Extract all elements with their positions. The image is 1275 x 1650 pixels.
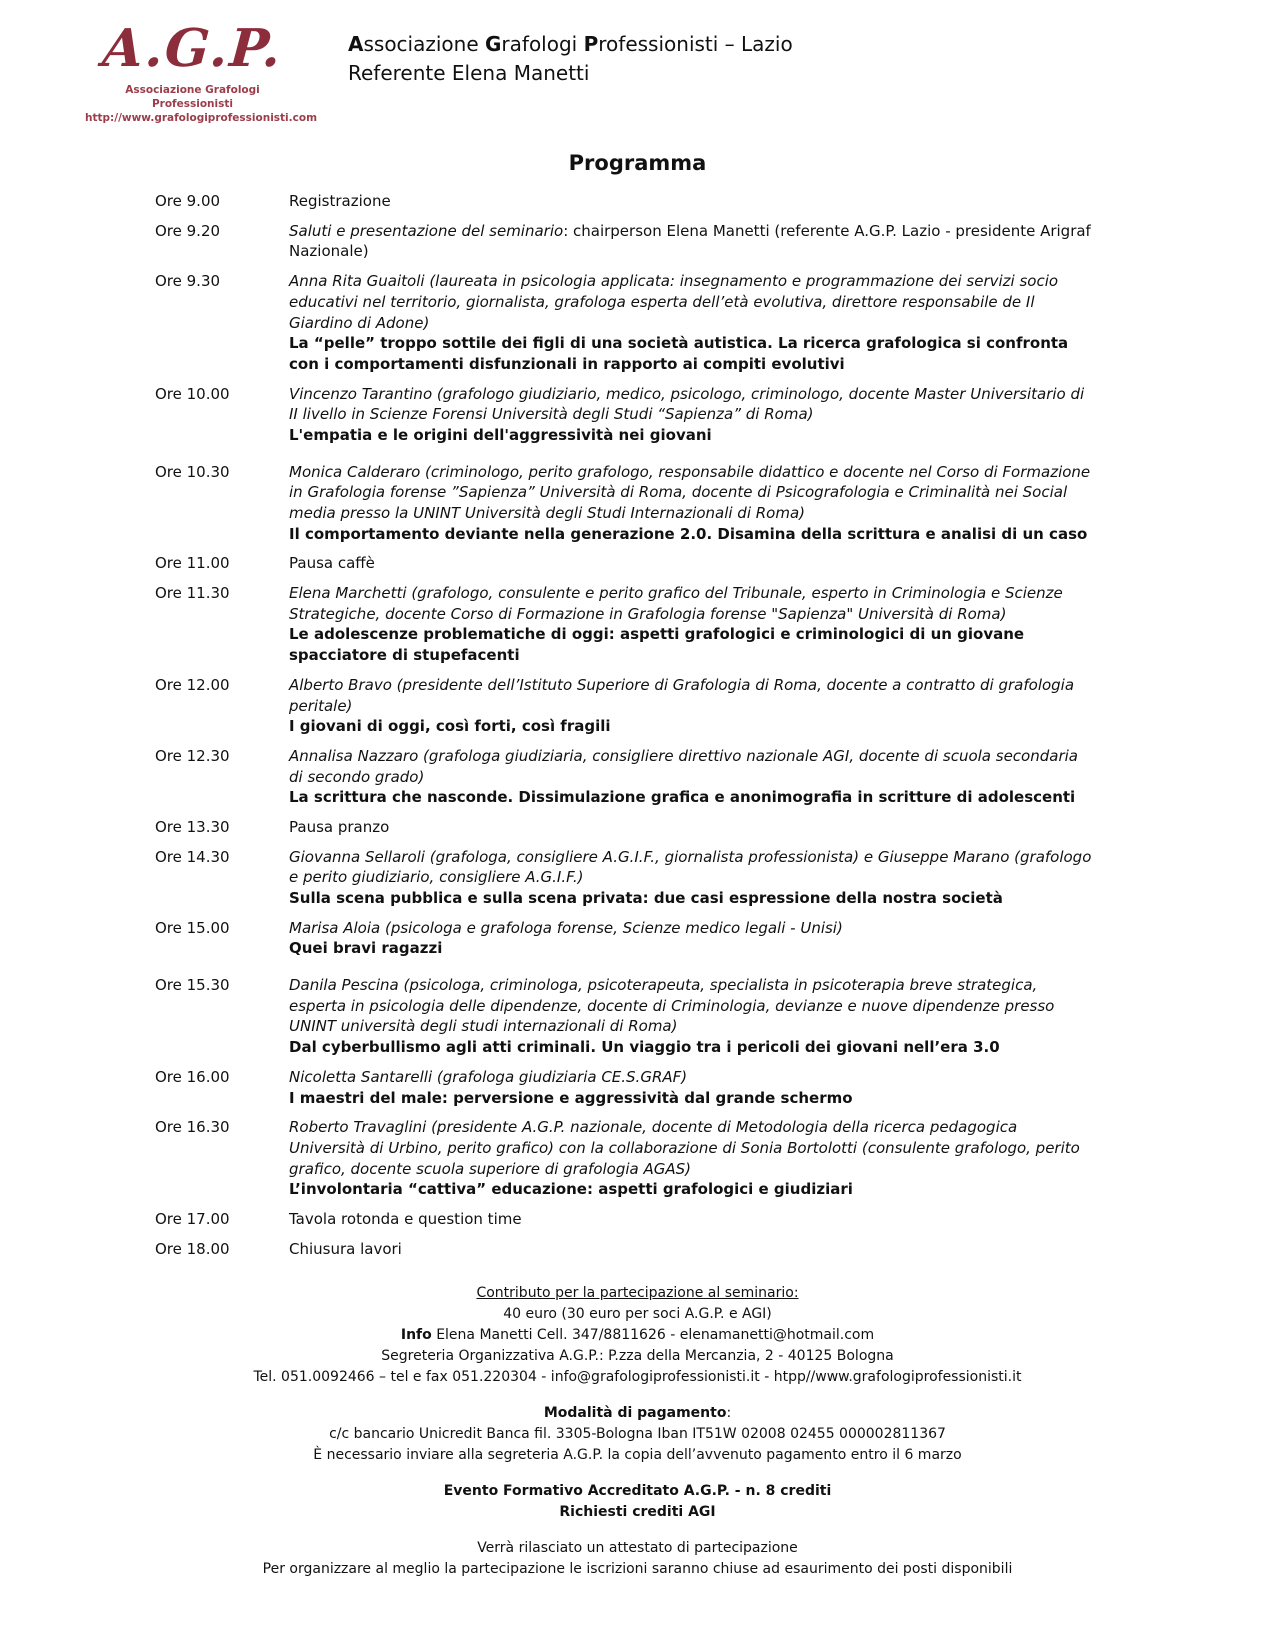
program-item-description: [289, 271, 1095, 374]
program-item-time: Ore 16.30: [155, 1118, 230, 1137]
text-segment: 40 euro (30 euro per soci A.G.P. e AGI): [503, 1306, 772, 1323]
program-list: [155, 191, 1095, 1259]
agp-logo-acronym: A.G.P.: [100, 18, 285, 79]
header-text: [348, 20, 793, 88]
program-item-time: Ore 9.00: [155, 192, 221, 211]
program-item-description: [289, 462, 1095, 545]
text-segment: ssociazione: [363, 32, 485, 56]
text-segment: Richiesti crediti AGI: [559, 1504, 716, 1521]
text-segment: Registrazione: [289, 192, 391, 211]
program-item-description: [289, 675, 1095, 737]
agp-logo-subtitle: [85, 83, 318, 126]
program-item: [155, 1067, 1095, 1108]
program-item: [155, 271, 1095, 374]
program-item: [155, 1117, 1095, 1200]
footer-line: [0, 1538, 1275, 1559]
text-segment: Le adolescenze problematiche di oggi: aspetti grafologici e criminologici di un giovane spacciatore di stupefacenti: [289, 625, 1025, 665]
program-item-description: [289, 817, 1095, 838]
text-segment: Dal cyberbullismo agli atti criminali. Un viaggio tra i pericoli dei giovani nell’era 3.0: [289, 1038, 1000, 1057]
program-item: [155, 675, 1095, 737]
text-segment: Nicoletta Santarelli (grafologa giudiziaria CE.S.GRAF): [289, 1067, 688, 1086]
program-item: [155, 1239, 1095, 1260]
program-item: [155, 191, 1095, 212]
text-segment: Giovanna Sellaroli (grafologa, consigliere A.G.I.F., giornalista professionista) e Giuseppe Marano (grafologo e perito giudiziario, consigliere A.G.I.F.): [289, 847, 1092, 887]
text-segment: Alberto Bravo (presidente dell’Istituto Superiore di Grafologia di Roma, docente a contratto di grafologia peritale): [289, 675, 1075, 715]
text-segment: Per organizzare al meglio la partecipazione le iscrizioni saranno chiuse ad esaurimento dei posti disponibili: [262, 1561, 1013, 1578]
referente-line: Referente Elena Manetti: [348, 61, 590, 85]
text-segment: Annalisa Nazzaro (grafologa giudiziaria, consigliere direttivo nazionale AGI, docente di scuola secondaria di secondo grado): [289, 746, 1078, 786]
footer-group-closing: [0, 1538, 1275, 1580]
text-segment: rafologi: [501, 32, 584, 56]
program-item-time: Ore 12.00: [155, 675, 230, 694]
program-item-time: Ore 12.30: [155, 746, 230, 765]
program-item-time: Ore 13.30: [155, 817, 230, 836]
text-segment: I giovani di oggi, così forti, così fragili: [289, 717, 611, 736]
footer-line: [0, 1367, 1275, 1388]
program-item: [155, 384, 1095, 446]
footer-line: [0, 1424, 1275, 1445]
footer-line: [0, 1502, 1275, 1523]
text-segment: Tavola rotonda e question time: [289, 1209, 522, 1228]
program-item-description: [289, 384, 1095, 446]
page-title: Programma: [568, 151, 707, 176]
program-item-description: [289, 918, 1095, 959]
text-segment: Elena Manetti Cell. 347/8811626 - elenamanetti@hotmail.com: [431, 1327, 875, 1344]
program-item-time: Ore 18.00: [155, 1239, 230, 1258]
program-item-time: Ore 17.00: [155, 1209, 230, 1228]
footer-group-payment: [0, 1403, 1275, 1466]
text-segment: c/c bancario Unicredit Banca fil. 3305-Bologna Iban IT51W 02008 02455 000002811367: [329, 1426, 946, 1443]
text-segment: Segreteria Organizzativa A.G.P.: P.zza della Mercanzia, 2 - 40125 Bologna: [381, 1348, 894, 1365]
program-item-description: [289, 553, 1095, 574]
footer-line: [0, 1325, 1275, 1346]
agp-logo: [85, 18, 318, 125]
document-header: [0, 20, 1275, 125]
text-segment: L'empatia e le origini dell'aggressività nei giovani: [289, 425, 712, 444]
program-item: [155, 918, 1095, 959]
program-item-description: [289, 746, 1095, 808]
text-segment: Marisa Aloia (psicologa e grafologa forense, Scienze medico legali - Unisi): [289, 918, 843, 937]
text-segment: Verrà rilasciato un attestato di partecipazione: [477, 1540, 798, 1557]
text-segment: A: [348, 32, 364, 56]
text-segment: Pausa pranzo: [289, 817, 390, 836]
text-segment: Quei bravi ragazzi: [289, 939, 443, 958]
text-segment: rofessionisti – Lazio: [598, 32, 793, 56]
program-item-description: [289, 191, 1095, 212]
program-item: [155, 462, 1095, 545]
text-segment: Tel. 051.0092466 – tel e fax 051.220304 - info@grafologiprofessionisti.it - htpp//www.grafologiprofessionisti.it: [253, 1369, 1022, 1386]
text-segment: Saluti e presentazione del seminario: [289, 221, 564, 240]
text-segment: Anna Rita Guaitoli (laureata in psicologia applicata: insegnamento e programmazione dei servizi socio educativi nel territorio, giornalista, grafologa esperta dell’età evolutiva, direttore responsabile de Il Giardino di Adone): [289, 272, 1059, 332]
footer-line: [0, 1559, 1275, 1580]
text-segment: I maestri del male: perversione e aggressività dal grande schermo: [289, 1088, 853, 1107]
text-segment: :: [726, 1405, 732, 1422]
text-segment: La scrittura che nasconde. Dissimulazione grafica e anonimografia in scritture di adolescenti: [289, 788, 1076, 807]
program-item-time: Ore 10.00: [155, 384, 230, 403]
footer-line: [0, 1481, 1275, 1502]
text-segment: Chiusura lavori: [289, 1239, 402, 1258]
agp-logo-website: http://www.grafologiprofessionisti.com: [85, 111, 318, 124]
agp-logo-association-name: Associazione Grafologi Professionisti: [125, 83, 260, 110]
footer-group-credits: [0, 1481, 1275, 1523]
program-item-time: Ore 16.00: [155, 1067, 230, 1086]
program-item: [155, 583, 1095, 666]
program-item-description: [289, 1209, 1095, 1230]
program-item: [155, 817, 1095, 838]
program-item-description: [289, 975, 1095, 1058]
footer-group-contribution: [0, 1283, 1275, 1388]
program-item-time: Ore 11.00: [155, 554, 230, 573]
program-item: [155, 746, 1095, 808]
text-segment: Evento Formativo Accreditato A.G.P. - n. 8 crediti: [443, 1483, 832, 1500]
program-item-description: [289, 1239, 1095, 1260]
program-item-time: Ore 10.30: [155, 462, 230, 481]
program-item-time: Ore 9.30: [155, 272, 221, 291]
program-item-time: Ore 11.30: [155, 584, 230, 603]
footer-line: [0, 1304, 1275, 1325]
program-item-time: Ore 14.30: [155, 847, 230, 866]
text-segment: Elena Marchetti (grafologo, consulente e perito grafico del Tribunale, esperto in Criminologia e Scienze Strategiche, docente Corso di Formazione in Grafologia forense "Sapienza" Università di Roma): [289, 584, 1063, 623]
text-segment: P: [583, 32, 599, 56]
program-item-description: [289, 1117, 1095, 1200]
text-segment: Roberto Travaglini (presidente A.G.P. nazionale, docente di Metodologia della ricerca pedagogica Università di Urbino, perito grafico) con la collaborazione di Sonia Bortolotti (consulente grafologo, perito grafico, docente scuola superiore di grafologia AGAS): [289, 1118, 1080, 1178]
program-item-description: [289, 583, 1095, 666]
program-item-description: [289, 1067, 1095, 1108]
text-segment: L’involontaria “cattiva” educazione: aspetti grafologici e giudiziari: [289, 1180, 853, 1199]
text-segment: La “pelle” troppo sottile dei figli di una società autistica. La ricerca grafologica si confronta con i comportamenti disfunzionali in rapporto ai compiti evolutivi: [289, 334, 1069, 373]
program-item-description: [289, 847, 1095, 909]
text-segment: Il comportamento deviante nella generazione 2.0. Disamina della scrittura e analisi di un caso: [289, 524, 1088, 543]
footer: [0, 1283, 1275, 1580]
text-segment: : chairperson Elena Manetti (referente A.G.P. Lazio - presidente Arigraf Nazionale): [289, 221, 1091, 261]
text-segment: È necessario inviare alla segreteria A.G.P. la copia dell’avvenuto pagamento entro il 6 marzo: [313, 1447, 962, 1464]
program-item: [155, 975, 1095, 1058]
footer-line: [0, 1403, 1275, 1424]
text-segment: Pausa caffè: [289, 554, 375, 573]
text-segment: Sulla scena pubblica e sulla scena privata: due casi espressione della nostra società: [289, 889, 1003, 908]
text-segment: Contributo per la partecipazione al seminario:: [476, 1285, 799, 1302]
program-item: [155, 553, 1095, 574]
program-item: [155, 221, 1095, 262]
program-item-time: Ore 15.30: [155, 976, 230, 995]
text-segment: Danila Pescina (psicologa, criminologa, psicoterapeuta, specialista in psicoterapia breve strategica, esperta in psicologia delle dipendenze, docente di Criminologia, devianze e nuove dipendenze presso UNINT università degli studi internazionali di Roma): [289, 976, 1055, 1036]
text-segment: Monica Calderaro (criminologo, perito grafologo, responsabile didattico e docente nel Corso di Formazione in Grafologia forense ”Sapienza” Università di Roma, docente di Psicografologia e Criminalità nei Social media presso la UNINT Università degli Studi Internazionali di Roma): [289, 462, 1091, 523]
text-segment: Info: [400, 1327, 432, 1344]
program-item: [155, 847, 1095, 909]
footer-line: [0, 1346, 1275, 1367]
footer-line: [0, 1283, 1275, 1304]
text-segment: Vincenzo Tarantino (grafologo giudiziario, medico, psicologo, criminologo, docente Master Universitario di II livello in Scienze Forensi Università degli Studi “Sapienza” di Roma): [289, 384, 1085, 424]
text-segment: Modalità di pagamento: [543, 1405, 727, 1422]
program-item-time: Ore 9.20: [155, 221, 221, 240]
association-title: [348, 30, 793, 59]
program-item: [155, 1209, 1095, 1230]
program-item-time: Ore 15.00: [155, 918, 230, 937]
footer-line: [0, 1445, 1275, 1466]
program-item-description: [289, 221, 1095, 262]
text-segment: G: [485, 32, 502, 56]
